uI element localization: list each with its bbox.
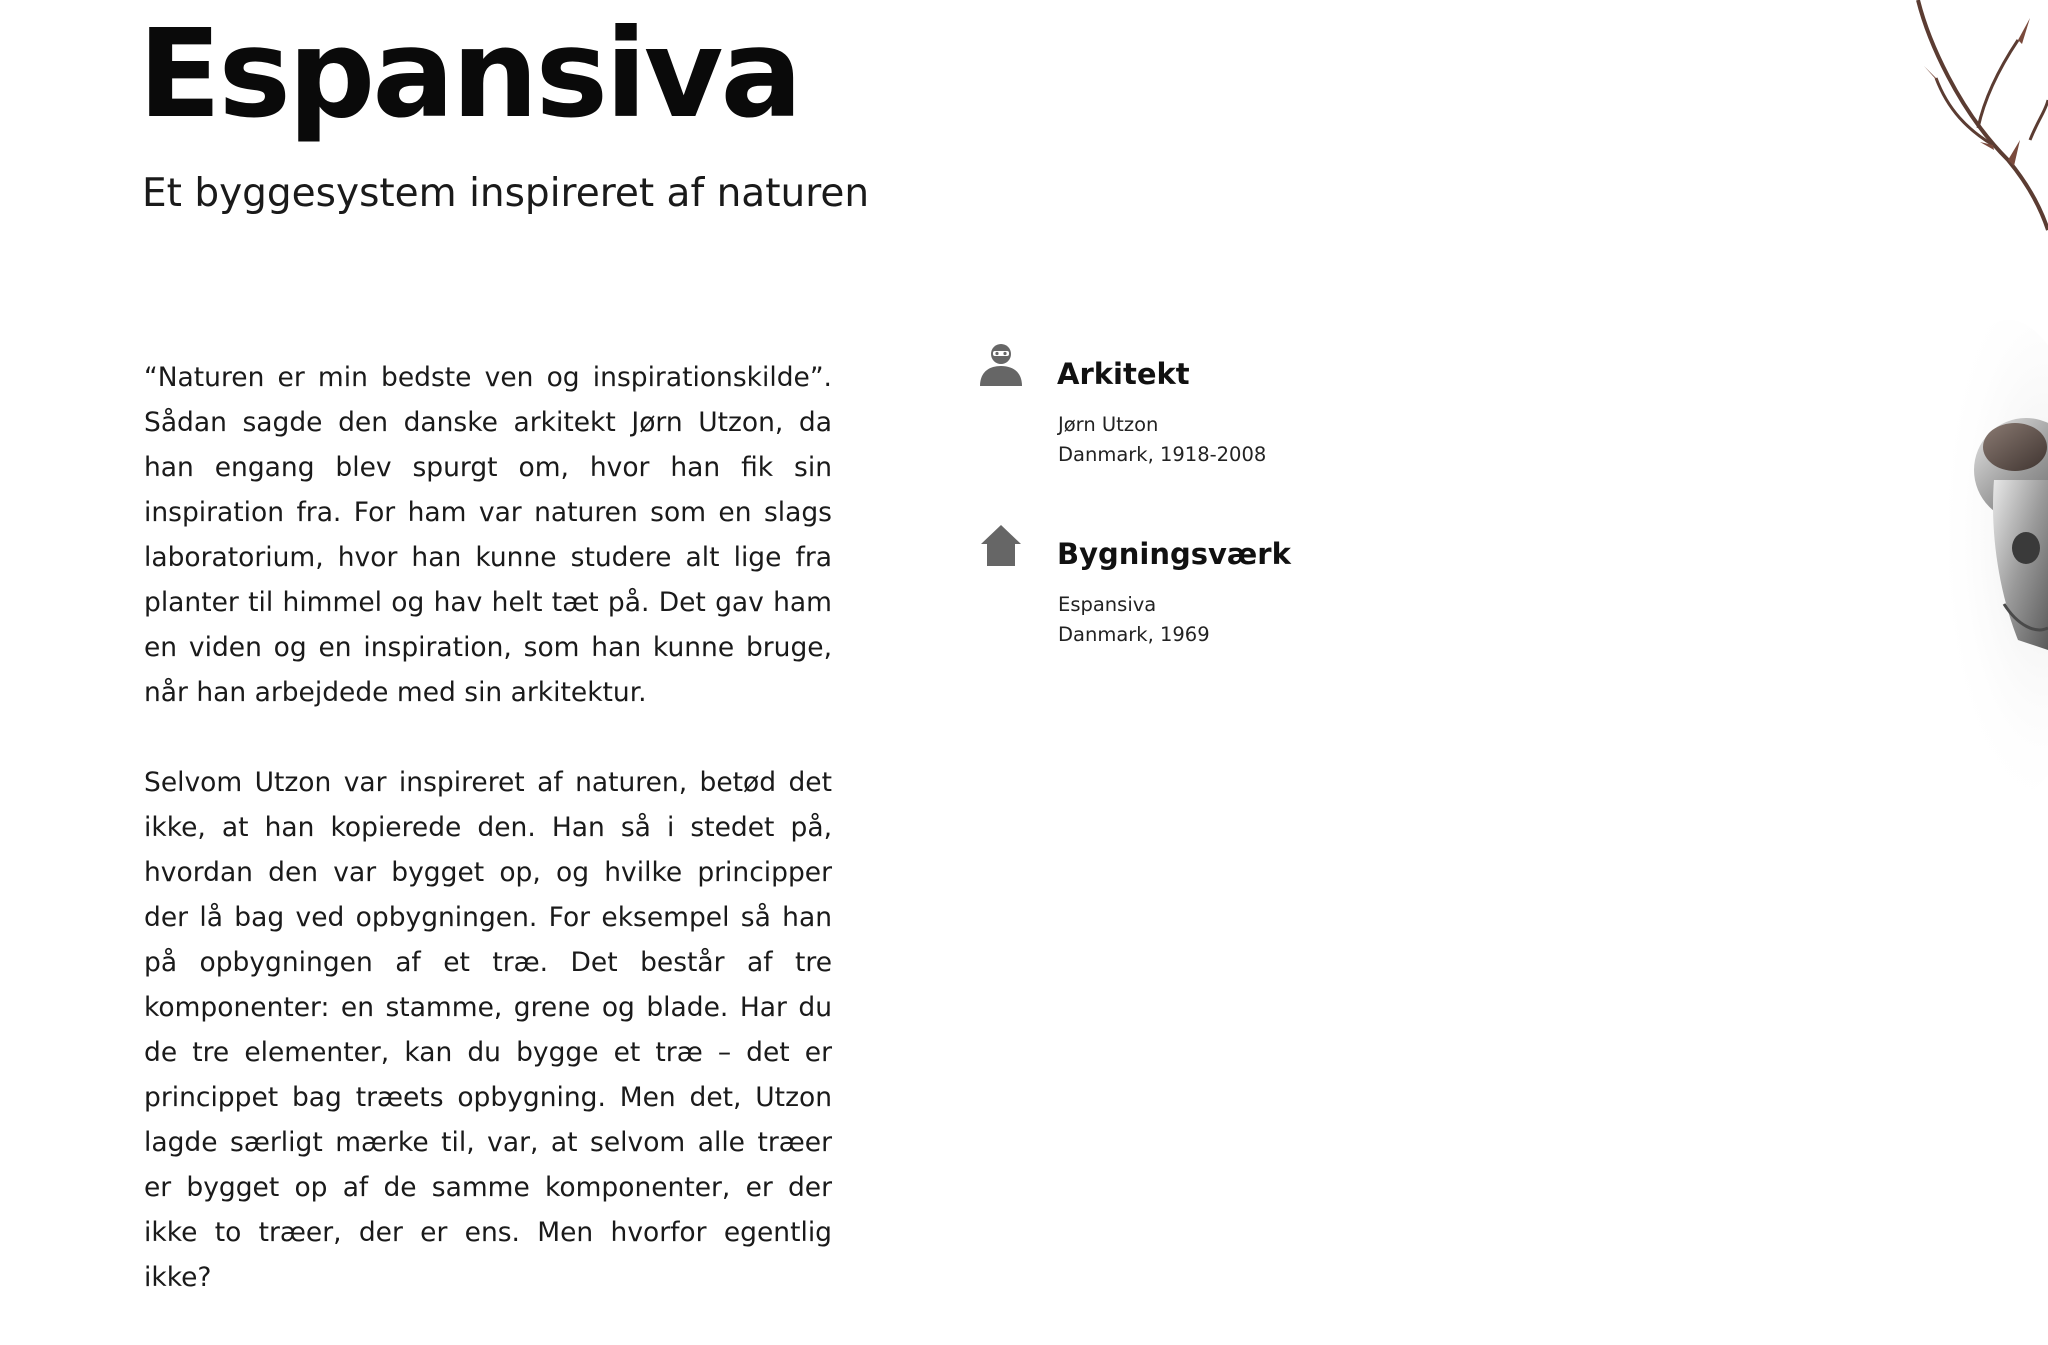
clip-illustration (1918, 320, 2048, 800)
architect-detail: Danmark, 1918-2008 (1058, 443, 1267, 466)
nature-photo (1808, 0, 2048, 1239)
paragraph-2: Selvom Utzon var inspireret af naturen, betød det ikke, at han kopierede den. Han så i stedet på, hvordan den var bygget op, og hvilke principper der lå bag ved opbygningen. For eksempel så han på opbygningen af et træ. Det består af tre komponenter: en stamme, grene og blade. Har du de tre elementer, kan du bygge et træ – det er princippet bag træets opbygning. Men det, Utzon lagde særligt mærke til, var, at selvom alle træer er bygget op af de samme komponenter, er der ikke to træer, der er ens. Men hvorfor egentlig ikke? (144, 767, 832, 1293)
page-title: Espansiva (138, 3, 800, 145)
branch-illustration (1918, 0, 2048, 230)
architect-heading: Arkitekt (1057, 357, 1190, 391)
building-heading: Bygningsværk (1057, 537, 1291, 571)
building-detail: Danmark, 1969 (1058, 623, 1210, 646)
architect-name: Jørn Utzon (1058, 413, 1159, 436)
fact-panel (978, 340, 1398, 700)
page-subtitle: Et byggesystem inspireret af naturen (142, 171, 870, 216)
building-name: Espansiva (1058, 593, 1157, 616)
paragraph-1: “Naturen er min bedste ven og inspirationskilde”. Sådan sagde den danske arkitekt Jørn Utzon, da han engang blev spurgt om, hvor han fik sin inspiration fra. For ham var naturen som en slags laboratorium, hvor han kunne studere alt lige fra planter til himmel og hav helt tæt på. Det gav ham en viden og en inspiration, som han kunne bruge, når han arbejdede med sin arkitektur. (144, 362, 832, 708)
body-text (144, 355, 832, 1345)
architect-fact (978, 340, 1398, 520)
building-fact (978, 520, 1398, 700)
person-icon (978, 342, 1024, 388)
house-icon (978, 522, 1024, 568)
